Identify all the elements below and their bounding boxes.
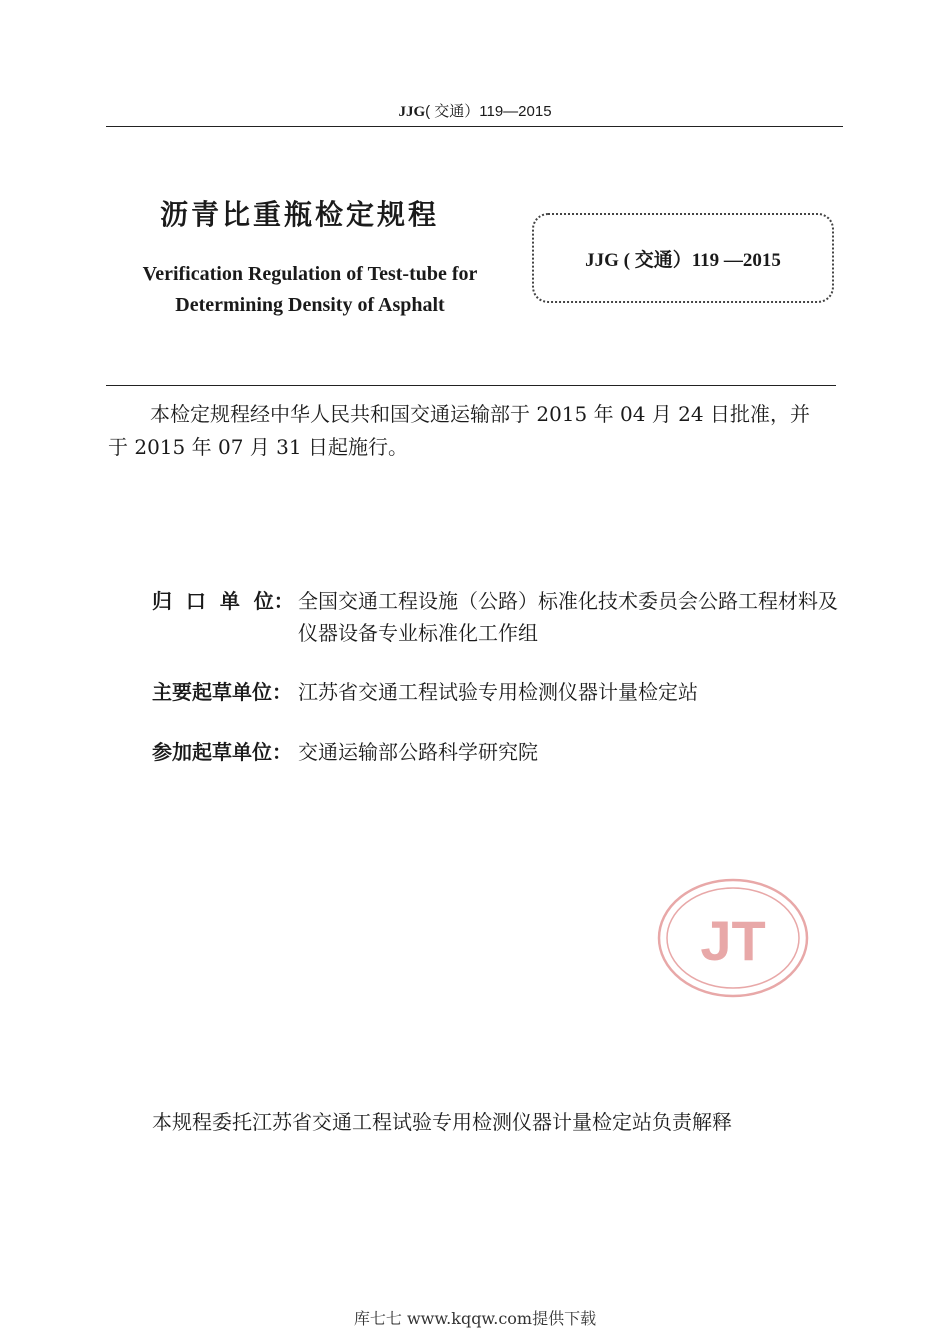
header-standard-code (0, 100, 950, 121)
section-rule (106, 385, 836, 386)
approval-paragraph (108, 398, 846, 464)
info-row-responsible-unit (152, 585, 852, 649)
download-footer: 库七七 www.kqqw.com提供下载 (353, 1309, 597, 1328)
approval-line2: 于 2015 年 07 月 31 日起施行。 (108, 435, 408, 459)
header-code-rest: ( 交通）119—2015 (425, 103, 552, 120)
info-label: 参加起草单位： (152, 740, 292, 764)
info-label: 主要起草单位： (152, 680, 292, 704)
title-english-line2: Determining Density of Asphalt (175, 294, 445, 316)
info-value: 江苏省交通工程试验专用检测仪器计量检定站 (298, 680, 698, 704)
title-english-line1: Verification Regulation of Test-tube for (142, 263, 478, 285)
info-value: 全国交通工程设施（公路）标准化技术委员会公路工程材料及仪器设备专业标准化工作组 (298, 589, 838, 645)
header-rule (106, 126, 843, 127)
info-row-main-drafter (152, 676, 852, 708)
standard-code-box (532, 213, 834, 303)
header-code-prefix: JJG (398, 104, 426, 120)
approval-line1: 本检定规程经中华人民共和国交通运输部于 2015 年 04 月 24 日批准，并 (150, 402, 810, 426)
title-chinese: 沥青比重瓶检定规程 (160, 198, 440, 231)
jt-stamp-logo (657, 878, 809, 998)
info-value: 交通运输部公路科学研究院 (298, 740, 538, 764)
interpretation-note: 本规程委托江苏省交通工程试验专用检测仪器计量检定站负责解释 (152, 1110, 732, 1134)
stamp-text: JT (700, 909, 766, 972)
standard-code-text: JJG ( 交通）119 —2015 (585, 249, 781, 271)
info-row-participating-drafter (152, 736, 852, 768)
info-label: 归 口 单 位： (152, 589, 294, 613)
